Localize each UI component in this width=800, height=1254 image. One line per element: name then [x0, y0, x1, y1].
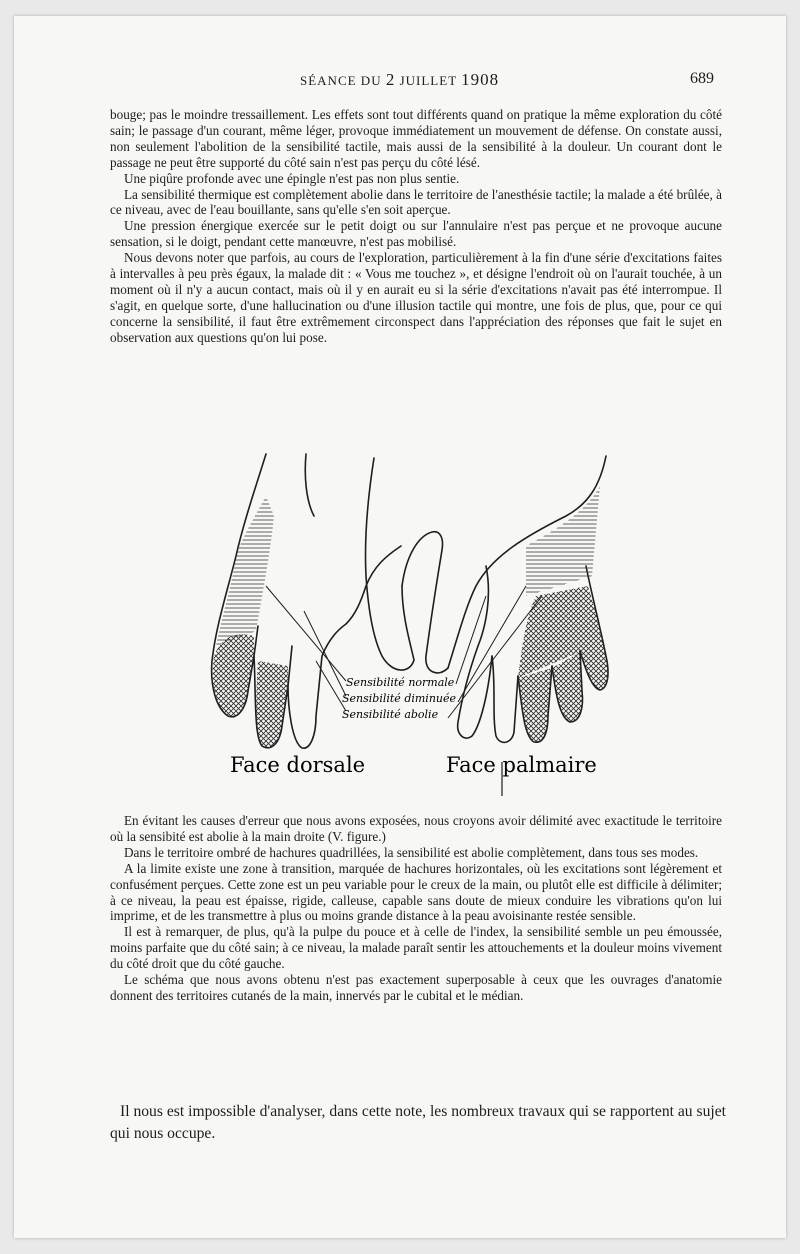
caption-face-dorsale: Face dorsale	[230, 753, 366, 777]
label-sensibilite-abolie: Sensibilité abolie	[342, 708, 439, 721]
paragraph: Dans le territoire ombré de hachures quadrillées, la sensibilité est abolie complètement, dans tous ses modes.	[124, 844, 699, 860]
paragraph: Il est à remarquer, de plus, qu'à la pulpe du pouce et à celle de l'index, la sensibilité semble un peu émoussée, moins parfaite que du côté sain; à ce niveau, la malade paraît sentir les attouchements et la douleur moins vivement du côté droit que du côté gauche.	[110, 924, 722, 972]
closing-text	[110, 1101, 726, 1144]
body-text-top	[110, 107, 722, 346]
paragraph: Une pression énergique exercée sur le petit doigt ou sur l'annulaire n'est pas perçue et ne provoque aucune sensation, si le doigt, pendant cette manœuvre, n'est pas mobilisé.	[110, 218, 722, 250]
hand-drawing	[196, 446, 616, 806]
paragraph: A la limite existe une zone à transition, marquée de hachures horizontales, où les excitations sont légèrement et confusément perçues. Cette zone est un peu variable pour le creux de la main, ou plutôt elle est difficile à délimiter; à ce niveau, la peau est épaisse, rigide, calleuse, capable sans doute de mieux conduire les vibrations qu'on lui imprime, et de les transmettre à plus ou moins grande distance à la peau avoisinante restée sensible.	[110, 860, 722, 924]
paragraph: En évitant les causes d'erreur que nous avons exposées, nous croyons avoir délimité avec exactitude le territoire où la sensibité est abolie à la main droite (V. figure.)	[110, 813, 722, 844]
hand-sensibility-figure	[196, 446, 616, 806]
paragraph: Nous devons noter que parfois, au cours de l'exploration, particulièrement à la fin d'une série d'excitations faites à intervalles à peu près égaux, la malade dit : « Vous me touchez », et désigne l'endroit où on l'aurait touchée, à un moment où il n'y a aucun contact, mais où il y en aurait eu si la série d'excitations n'avait pas été interrompue. Il s'agit, en quelque sorte, d'une hallucination ou d'une illusion tactile qui montre, une fois de plus, que, pour ce qui concerne la sensibilité, il faut être extrêmement circonspect dans l'appréciation des réponses que fait le sujet en observation aux questions qu'on lui pose.	[110, 250, 722, 345]
body-text-bottom	[110, 813, 722, 1004]
label-sensibilite-diminuee: Sensibilité diminuée	[342, 692, 457, 705]
running-head: SÉANCE DU 2 JUILLET 1908	[300, 70, 500, 89]
paragraph: bouge; pas le moindre tressaillement. Les effets sont tout différents quand on pratique la même exploration du côté sain; le passage d'un courant, même léger, provoque immédiatement un mouvement de défense. On constate aussi, non seulement l'abolition de la sensibilité tactile, mais aussi de la sensibilité à la douleur. Un courant dont le passage ne peut être supporté du côté sain n'est pas perçu du côté lésé.	[110, 107, 722, 170]
closing-paragraph: Il nous est impossible d'analyser, dans cette note, les nombreux travaux qui se rapportent au sujet qui nous occupe.	[110, 1103, 726, 1142]
paragraph: Une piqûre profonde avec une épingle n'est pas non plus sentie.	[124, 170, 460, 186]
page-number: 689	[690, 70, 714, 87]
label-sensibilite-normale: Sensibilité normale	[346, 676, 455, 689]
caption-face-palmaire: Face palmaire	[446, 753, 597, 777]
paragraph: Le schéma que nous avons obtenu n'est pas exactement superposable à ceux que les ouvrages d'anatomie donnent des territoires cutanés de la main, innervés par le cubital et le médian.	[110, 972, 722, 1003]
running-header	[0, 70, 800, 92]
paragraph: La sensibilité thermique est complètement abolie dans le territoire de l'anesthésie tactile; la malade a été brûlée, à ce niveau, avec de l'eau bouillante, sans qu'elle s'en soit aperçue.	[110, 186, 722, 218]
